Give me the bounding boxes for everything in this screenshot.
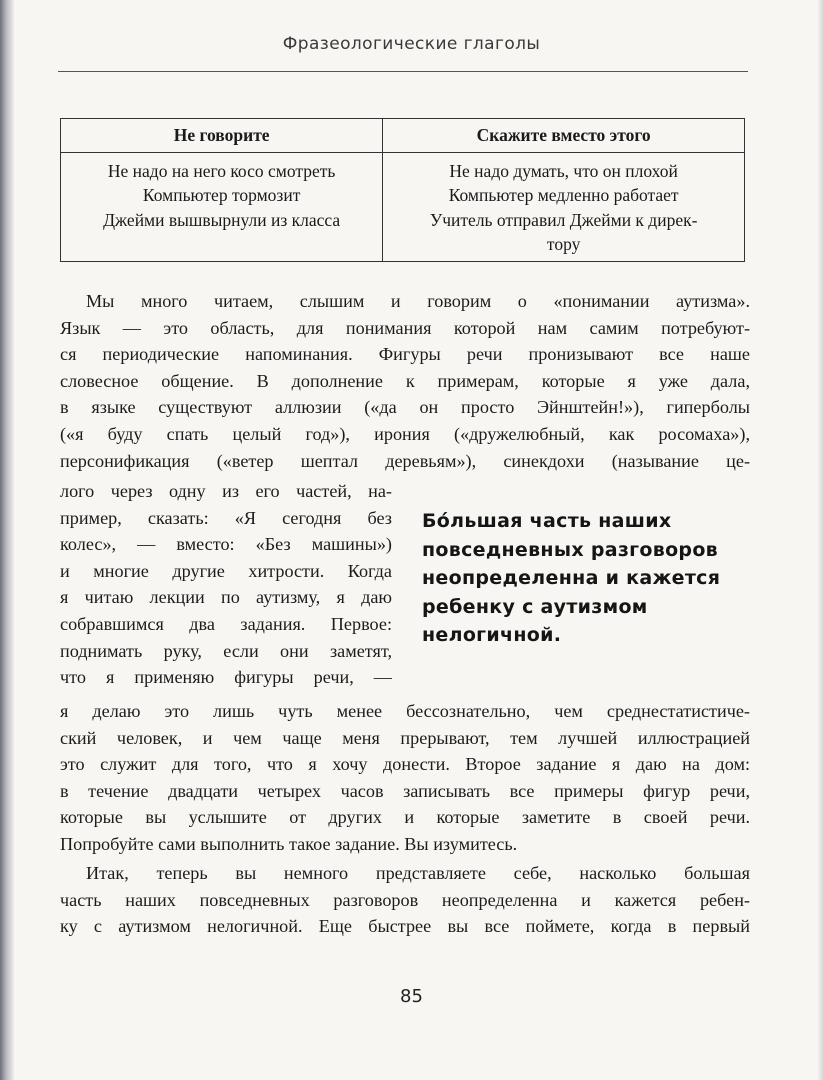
- paragraph-1-continued: [60, 698, 750, 858]
- pull-quote-line: неопределенна и кажется: [422, 567, 721, 589]
- page-edge-shadow: [817, 0, 823, 1080]
- paragraph-1-narrow: [60, 478, 392, 691]
- table-cell-line: Учитель отправил Джейми к дирек-: [429, 209, 698, 230]
- pull-quote-line: нелогичной.: [422, 624, 562, 646]
- text-line: я читаю лекции по аутизму, я даю: [60, 587, 392, 608]
- table-cell-line: Компьютер тормозит: [142, 185, 301, 205]
- page-gutter-shadow: [0, 0, 14, 1080]
- page-number: 85: [400, 986, 423, 1007]
- text-line: лого через одну из его частей, на-: [60, 481, 392, 501]
- pull-quote-line: повседневных разговоров: [422, 538, 719, 561]
- running-head: Фразеологические глаголы: [282, 34, 541, 54]
- header-rule: [58, 71, 748, 72]
- text-line: Мы много читаем, слышим и говорим о «понимании аутизма».: [86, 291, 750, 311]
- table-row: [61, 152, 745, 261]
- pull-quote: [422, 507, 752, 650]
- table-cell-line: Не надо думать, что он плохой: [449, 160, 678, 181]
- table-cell-line: Не надо на него косо смотреть: [107, 160, 336, 181]
- text-line: поднимать руку, если они заметят,: [60, 640, 392, 661]
- pull-quote-line: ребенку с аутизмом: [422, 595, 648, 618]
- text-line: это служит для того, что я хочу донести. Второе задание я даю на дом:: [60, 754, 750, 775]
- table-cell-line: тору: [546, 234, 581, 254]
- paragraph-2: [60, 860, 750, 940]
- text-line: персонификация («ветер шептал деревьям»), синекдохи (называние це-: [60, 450, 750, 471]
- text-line: пример, сказать: «Я сегодня без: [60, 507, 392, 528]
- text-line: в течение двадцати четырех часов записывать все примеры фигур речи,: [60, 780, 750, 801]
- say-instead-cell: [383, 152, 745, 261]
- table-header-row: [61, 119, 745, 153]
- phrases-table: [60, 118, 745, 262]
- table-cell-line: Джейми вышвырнули из класса: [103, 209, 341, 230]
- text-line: ский человек, и чем чаще меня прерывают, тем лучшей иллюстрацией: [60, 727, 750, 748]
- text-line: ку с аутизмом нелогичной. Еще быстрее вы все поймете, когда в первый: [60, 916, 750, 937]
- dont-say-cell: [61, 152, 383, 261]
- paragraph-1-full: [60, 288, 750, 474]
- table-cell-line: Компьютер медленно работает: [448, 185, 679, 205]
- text-line: я делаю это лишь чуть менее бессознательно, чем среднестатистиче-: [60, 701, 750, 721]
- text-line: часть наших повседневных разговоров неопределенна и кажется ребен-: [60, 889, 750, 910]
- text-line: и многие другие хитрости. Когда: [60, 560, 392, 581]
- text-line: Итак, теперь вы немного представляете себе, насколько большая: [86, 863, 750, 883]
- text-line: Попробуйте сами выполнить такое задание. Вы изумитесь.: [60, 833, 518, 854]
- text-line: в языке существуют аллюзии («да он просто Эйнштейн!»), гиперболы: [60, 397, 750, 418]
- text-line: колес», — вместо: «Без машины»): [60, 534, 392, 555]
- text-line: ся периодические напоминания. Фигуры речи пронизывают все наше: [60, 344, 750, 365]
- text-line: которые вы услышите от других и которые заметите в своей речи.: [60, 807, 750, 828]
- pull-quote-line: Бóльшая часть наших: [422, 510, 672, 532]
- text-line: («я буду спать целый год»), ирония («дружелюбный, как росомаха»),: [60, 423, 750, 444]
- column-header-say-instead: Скажите вместо этого: [383, 119, 745, 153]
- text-line: Язык — это область, для понимания которой нам самим потребуют-: [60, 317, 750, 338]
- text-line: собравшимся два задания. Первое:: [60, 613, 392, 634]
- column-header-dont-say: Не говорите: [61, 119, 383, 153]
- text-line: словесное общение. В дополнение к примерам, которые я уже дала,: [60, 370, 750, 391]
- text-line: что я применяю фигуры речи, —: [60, 667, 392, 688]
